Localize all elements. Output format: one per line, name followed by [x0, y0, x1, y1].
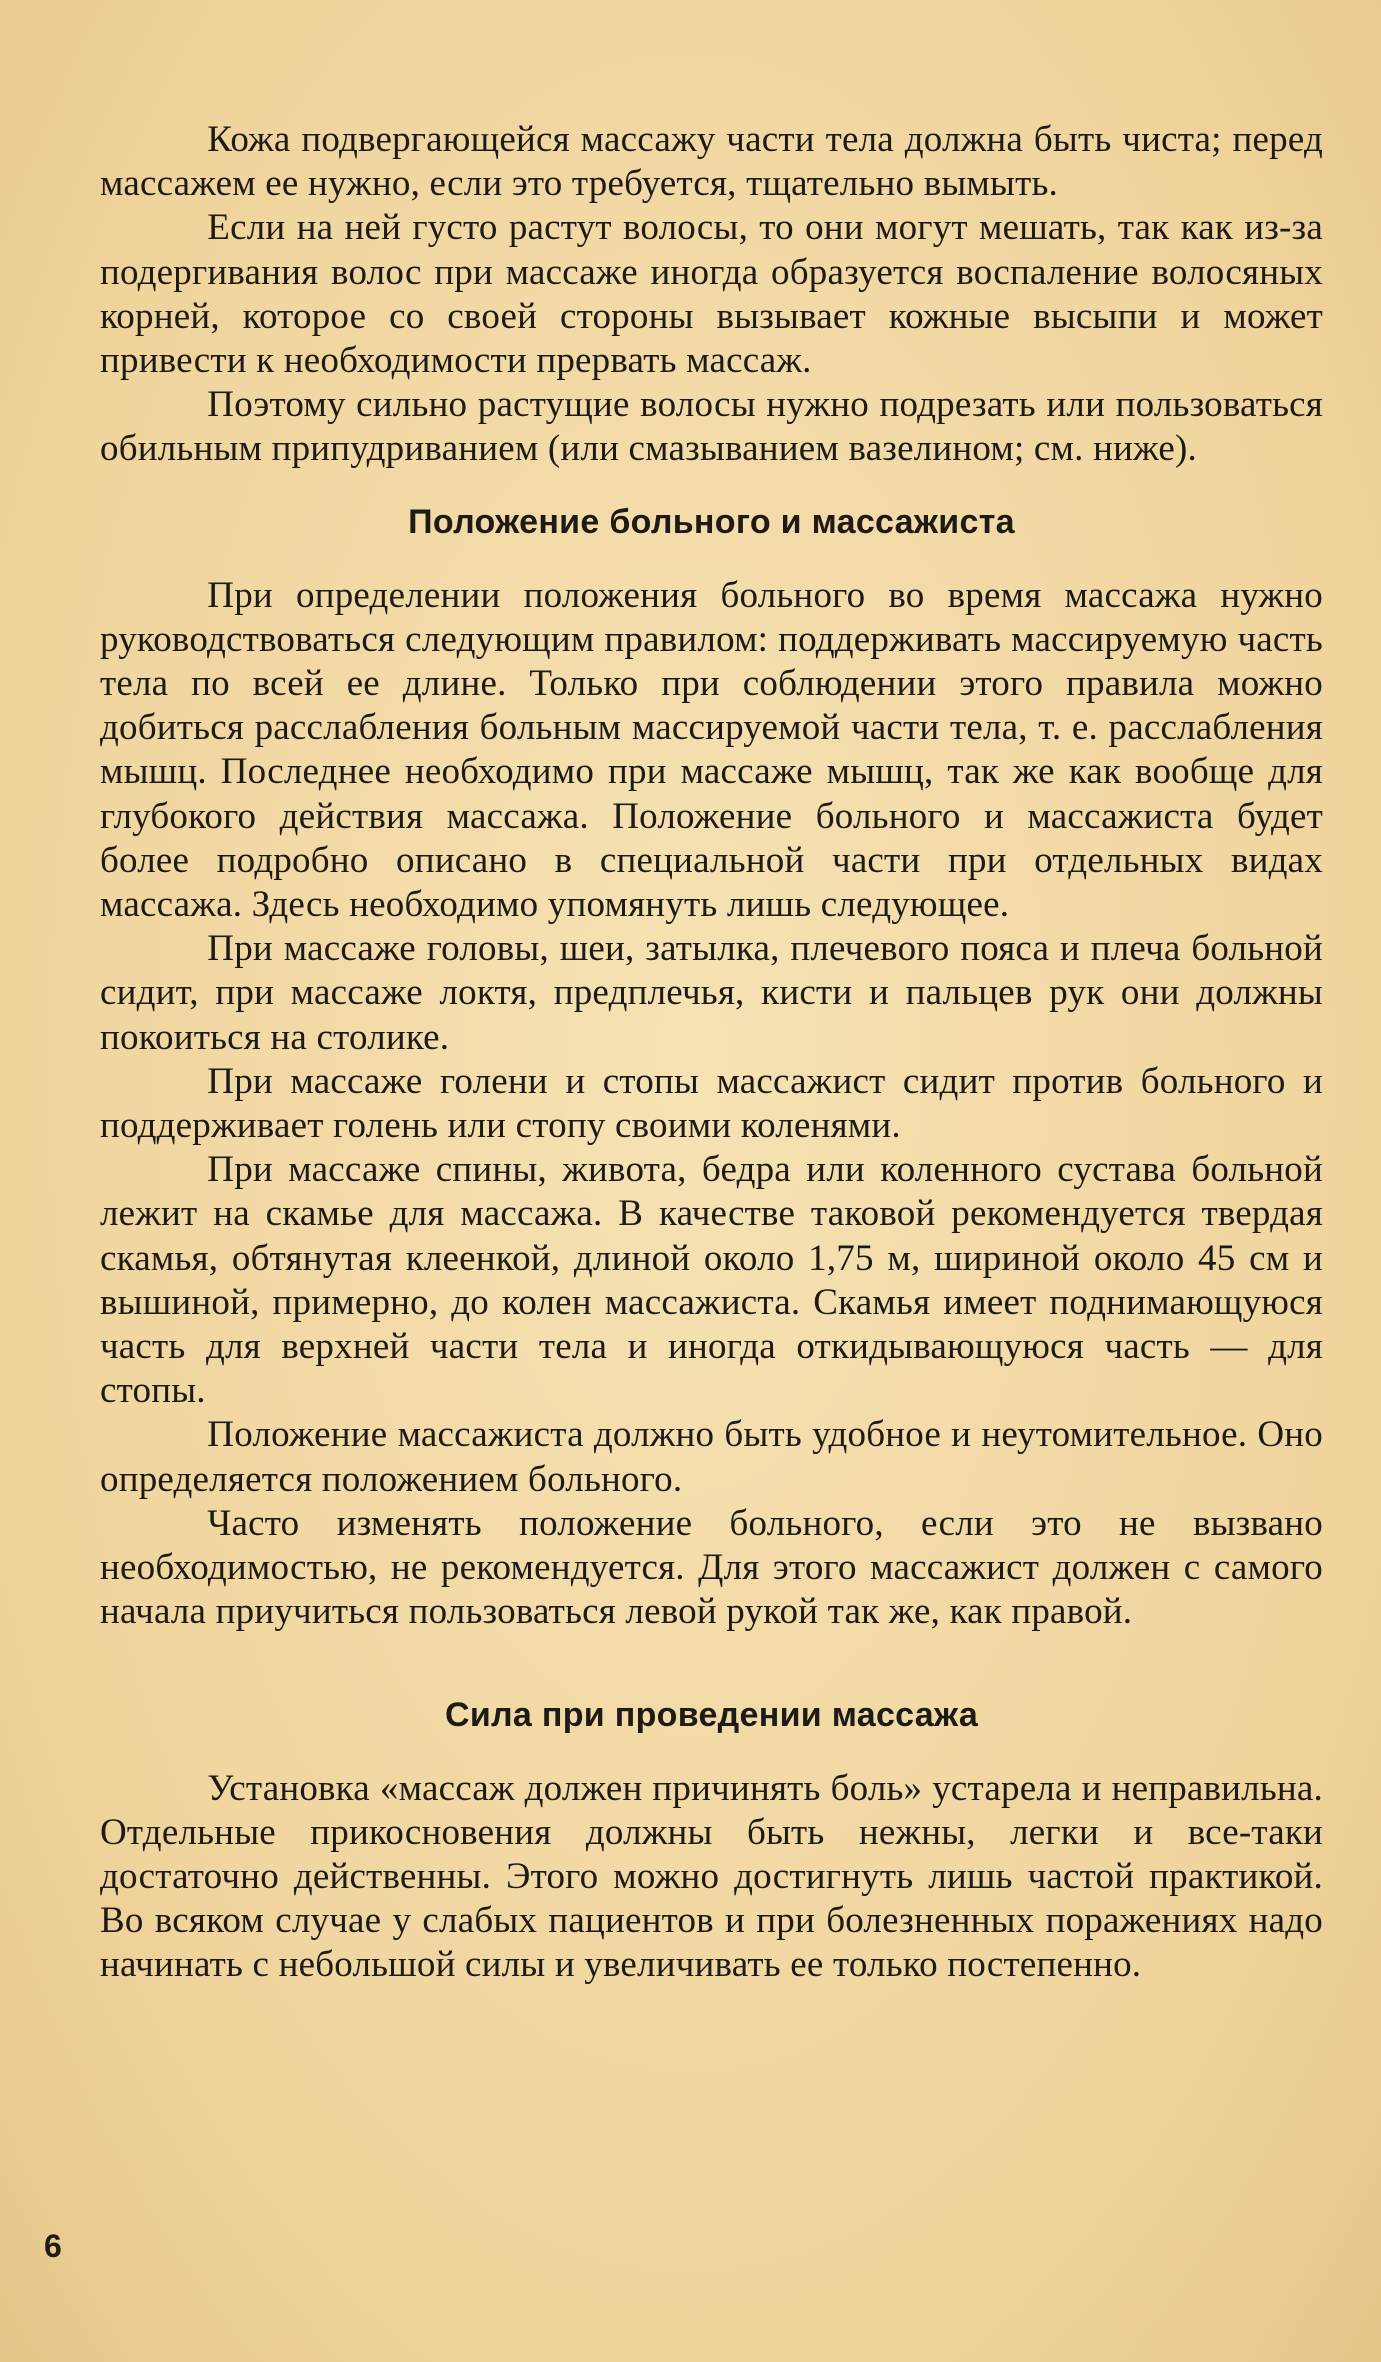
page-number: 6	[44, 2228, 62, 2264]
paragraph: Поэтому сильно растущие волосы нужно подрезать или пользоваться обильным припудриванием (или смазыванием вазелином; см. ниже).	[100, 384, 1323, 470]
paragraph: При определении положения больного во время массажа нужно руководствоваться следующим правилом: поддерживать массируемую часть тела по всей ее длине. Только при соблюдении этого правила можно добиться расслабления больным массируемой части тела, т. е. расслабления мышц. Последнее необходимо при массаже мышц, так же как вообще для глубокого действия массажа. Положение больного и массажиста будет более подробно описано в специальной части при отдельных видах массажа. Здесь необходимо упомянуть лишь следующее.	[100, 574, 1323, 926]
paragraph: Часто изменять положение больного, если это не вызвано необходимостью, не рекомендуется. Для этого массажист должен с самого начала приучиться пользоваться левой рукой так же, как правой.	[100, 1502, 1323, 1633]
paragraph: Положение массажиста должно быть удобное и неутомительное. Оно определяется положением больного.	[100, 1414, 1323, 1500]
section-heading: Положение больного и массажиста	[408, 502, 1015, 541]
paragraph: При массаже спины, живота, бедра или коленного сустава больной лежит на скамье для массажа. В качестве таковой рекомендуется твердая скамья, обтянутая клеенкой, длиной около 1,75 м, шириной около 45 см и вышиной, примерно, до колен массажиста. Скамья имеет поднимающуюся часть для верхней части тела и иногда откидывающуюся часть — для стопы.	[100, 1149, 1323, 1412]
paragraph: Установка «массаж должен причинять боль» устарела и неправильна. Отдельные прикосновения должны быть нежны, легки и все-таки достаточно действенны. Этого можно достигнуть лишь частой практикой. Во всяком случае у слабых пациентов и при болезненных поражениях надо начинать с небольшой силы и увеличивать ее только постепенно.	[100, 1767, 1323, 1986]
paragraph: При массаже головы, шеи, затылка, плечевого пояса и плеча больной сидит, при массаже локтя, предплечья, кисти и пальцев рук они должны покоиться на столике.	[100, 928, 1323, 1058]
section-heading: Сила при проведении массажа	[444, 1695, 979, 1734]
paragraph: Кожа подвергающейся массажу части тела должна быть чиста; перед массажем ее нужно, если это требуется, тщательно вымыть.	[100, 119, 1323, 205]
paragraph: Если на ней густо растут волосы, то они могут мешать, так как из-за подергивания волос при массаже иногда образуется воспаление волосяных корней, которое со своей стороны вызывает кожные высыпи и может привести к необходимости прервать массаж.	[100, 207, 1323, 382]
paragraph: При массаже голени и стопы массажист сидит против больного и поддерживает голень или стопу своими коленями.	[100, 1060, 1323, 1147]
page-text	[100, 118, 1323, 1988]
